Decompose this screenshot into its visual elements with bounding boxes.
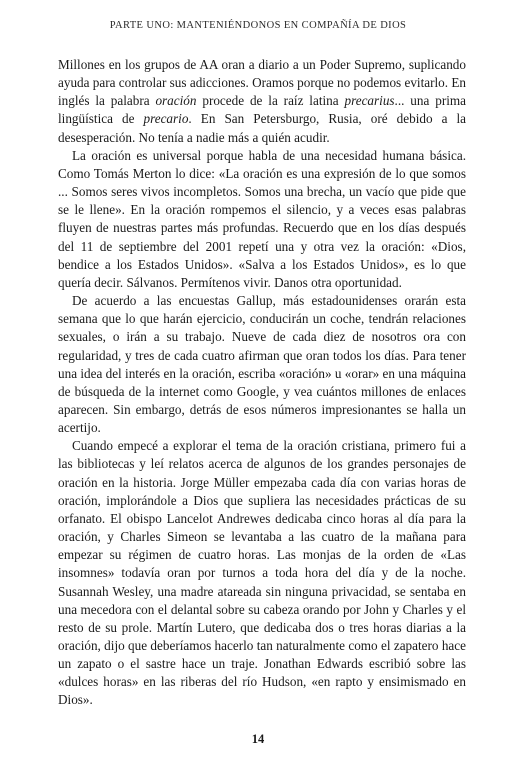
running-head: PARTE UNO: MANTENIÉNDONOS EN COMPAÑÍA DE DIOS [109, 20, 407, 31]
text-run: Cuando empecé a explorar el tema de la oración cristiana, primero fui a las bibliotecas y leí relatos acerca de algunos de los grandes personajes de oración en la historia. Jorge Müller empezaba cada día con varias horas de oración, implorándole a Dios que supliera las necesidades prácticas de su orfanato. El obispo Lancelot Andrewes dedicaba cinco horas al día para la oración, y Charles Simeon se levantaba a las cuatro de la mañana para empezar su régimen de cuatro horas. Las monjas de la orden de «Las insomnes» todavía oran por turnos a toda hora del día y de la noche. Susannah Wesley, una madre atareada sin ninguna privacidad, se sentaba en una mecedora con el delantal sobre su cabeza orando por John y Charles y el resto de su prole. Martín Lutero, que dedicaba dos o tres horas diarias a la oración, dijo que deberíamos hacerlo tan naturalmente como el zapatero hace un zapato o el sastre hace un traje. Jonathan Edwards escribió sobre las «dulces horas» en las riberas del río Hudson, «en rapto y ensimismado en Dios». [58, 438, 466, 708]
text-run: procede de la raíz latina [196, 93, 345, 109]
text-run: La oración es universal porque habla de una necesidad humana básica. Como Tomás Merton lo dice: «La oración es una expresión de lo que somos ... Somos seres vivos incompletos. Somos una brecha, un vacío que pide que se le llene». En la oración rompemos el silencio, y a veces esas palabras fluyen de nuestras partes más profundas. Recuerdo que en los días después del 11 de septiembre del 2001 repetí una y otra vez la oración: «Dios, bendice a los Estados Unidos». «Salva a los Estados Unidos», es lo que quería decir. Sálvanos. Permítenos vivir. Danos otra oportunidad. [58, 147, 466, 290]
page-number: 14 [251, 732, 265, 746]
text-run: . En San Petersburgo, Rusia, oré debido a la desesperación. No tenía a nadie más a quién acudir. [58, 111, 467, 145]
italic-term: precario [143, 111, 189, 127]
italic-term: oración [155, 93, 197, 109]
paragraph [58, 292, 466, 437]
paragraph [58, 56, 466, 147]
text-run: ... una prima lingüística de [58, 93, 466, 127]
paragraph [58, 147, 466, 292]
body-text [58, 56, 466, 710]
text-run: De acuerdo a las encuestas Gallup, más estadounidenses orarán esta semana que lo que harán ejercicio, conducirán un coche, tendrán relaciones sexuales, o irán a su trabajo. Nueve de cada diez de nosotros ora con regularidad, y tres de cada cuatro afirman que oran todos los días. Para tener una idea del interés en la oración, escriba «oración» u «orar» en una máquina de búsqueda de la internet como Google, y vea cuántos millones de enlaces aparecen. Sin embargo, detrás de esos números impresionantes se halla un acertijo. [58, 293, 466, 436]
paragraph [58, 437, 466, 709]
italic-term: precarius [344, 93, 395, 109]
text-run: Millones en los grupos de AA oran a diario a un Poder Supremo, suplicando ayuda para controlar sus adicciones. Oramos porque no podemos evitarlo. En inglés la palabra [58, 57, 466, 109]
